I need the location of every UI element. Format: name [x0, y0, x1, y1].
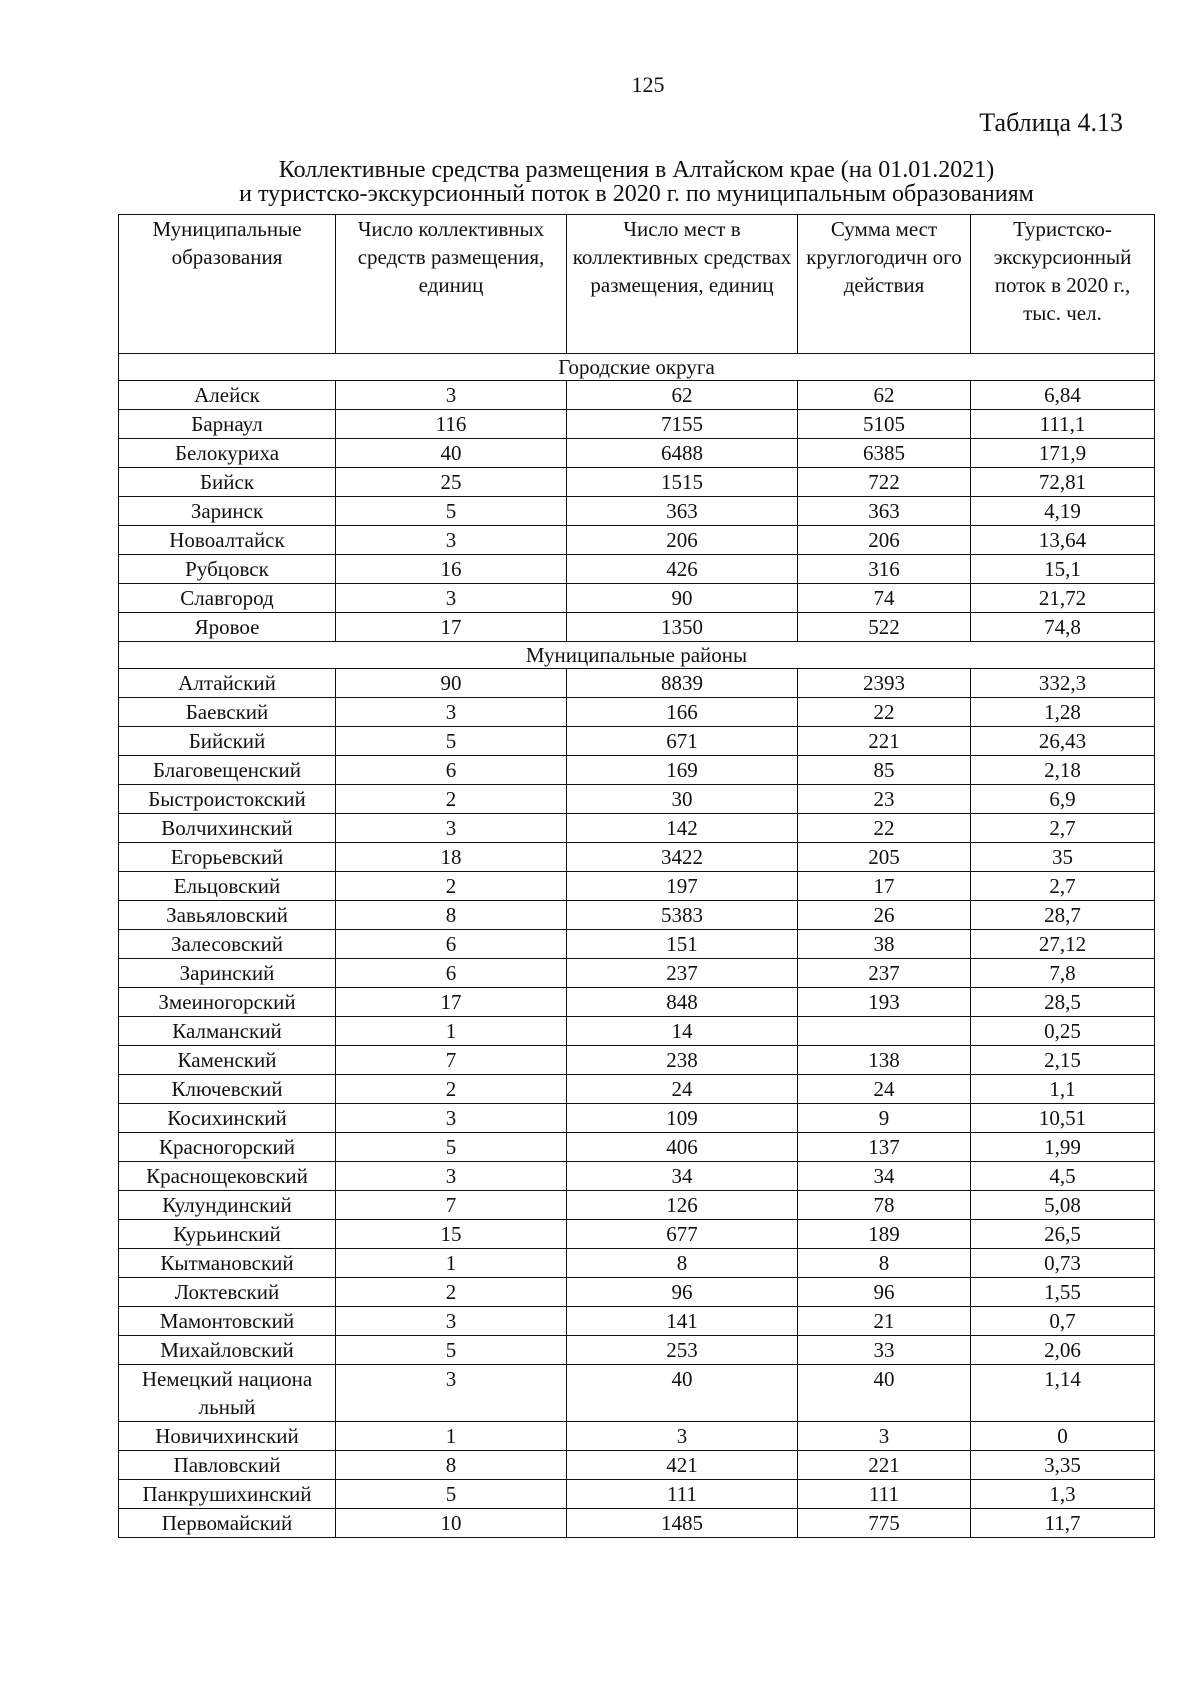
municipality-name: Заринск	[190, 499, 264, 523]
places-count-cell: 1515	[567, 468, 798, 497]
year-round-places-cell: 17	[798, 872, 971, 901]
section-title: Муниципальные районы	[119, 642, 1155, 669]
municipality-name: Барнаул	[191, 412, 263, 436]
table-row	[119, 785, 1155, 814]
tourist-flow-cell: 1,99	[971, 1133, 1155, 1162]
table-row	[119, 1480, 1155, 1509]
places-count-cell: 24	[567, 1075, 798, 1104]
municipality-cell	[119, 901, 336, 930]
year-round-places-cell: 40	[798, 1365, 971, 1422]
places-count-cell: 126	[567, 1191, 798, 1220]
facilities-count-cell: 16	[336, 555, 567, 584]
table-row	[119, 1509, 1155, 1538]
table-title-line-1: Коллективные средства размещения в Алтайском крае (на 01.01.2021)	[278, 157, 995, 183]
municipality-name: Змеиногорский	[158, 990, 296, 1014]
facilities-count-cell: 1	[336, 1249, 567, 1278]
facilities-count-cell: 5	[336, 727, 567, 756]
places-count-cell: 30	[567, 785, 798, 814]
facilities-count-cell: 5	[336, 1133, 567, 1162]
places-count-cell: 406	[567, 1133, 798, 1162]
tourist-flow-cell: 28,5	[971, 988, 1155, 1017]
tourist-flow-cell: 2,15	[971, 1046, 1155, 1075]
facilities-count-cell: 1	[336, 1017, 567, 1046]
municipality-name: Бийский	[188, 729, 266, 753]
places-count-cell: 363	[567, 497, 798, 526]
tourist-flow-cell: 26,43	[971, 727, 1155, 756]
table-body	[119, 354, 1155, 1538]
municipality-name: Ключевский	[171, 1077, 283, 1101]
year-round-places-cell: 6385	[798, 439, 971, 468]
section-title: Городские округа	[119, 354, 1155, 381]
year-round-places-cell: 38	[798, 930, 971, 959]
places-count-cell: 237	[567, 959, 798, 988]
municipality-name: Бийск	[199, 470, 255, 494]
year-round-places-cell: 5105	[798, 410, 971, 439]
year-round-places-cell: 96	[798, 1278, 971, 1307]
places-count-cell: 109	[567, 1104, 798, 1133]
table-row	[119, 468, 1155, 497]
places-count-cell: 3	[567, 1422, 798, 1451]
facilities-count-cell: 3	[336, 381, 567, 410]
municipality-name: Краснощековский	[146, 1164, 308, 1188]
municipality-cell	[119, 1133, 336, 1162]
table-label: Таблица 4.13	[979, 108, 1123, 137]
facilities-count-cell: 3	[336, 526, 567, 555]
table-row	[119, 988, 1155, 1017]
municipality-cell	[119, 584, 336, 613]
places-count-cell: 421	[567, 1451, 798, 1480]
municipality-cell	[119, 1451, 336, 1480]
year-round-places-cell: 363	[798, 497, 971, 526]
municipality-name: Калманский	[172, 1019, 282, 1043]
year-round-places-cell: 137	[798, 1133, 971, 1162]
municipality-name: Благовещенский	[152, 758, 301, 782]
tourist-flow-cell: 35	[971, 843, 1155, 872]
facilities-count-cell: 40	[336, 439, 567, 468]
year-round-places-cell: 22	[798, 698, 971, 727]
facilities-count-cell: 116	[336, 410, 567, 439]
places-count-cell: 90	[567, 584, 798, 613]
table-row	[119, 1017, 1155, 1046]
places-count-cell: 426	[567, 555, 798, 584]
municipality-name: Заринский	[179, 961, 275, 985]
places-count-cell: 62	[567, 381, 798, 410]
places-count-cell: 1485	[567, 1509, 798, 1538]
table-row	[119, 1249, 1155, 1278]
year-round-places-cell: 722	[798, 468, 971, 497]
table-row	[119, 1191, 1155, 1220]
table-header-row	[119, 215, 1155, 354]
municipality-cell	[119, 555, 336, 584]
facilities-count-cell: 1	[336, 1422, 567, 1451]
table-row	[119, 872, 1155, 901]
municipality-name: Михайловский	[160, 1338, 294, 1362]
places-count-cell: 206	[567, 526, 798, 555]
year-round-places-cell: 221	[798, 727, 971, 756]
municipality-name: Павловский	[173, 1453, 281, 1477]
municipality-cell	[119, 814, 336, 843]
municipality-name: Яровое	[194, 615, 260, 639]
facilities-count-cell: 6	[336, 756, 567, 785]
column-header-tourist-flow: Туристско-экскурсионный поток в 2020 г., тыс. чел.	[971, 215, 1155, 354]
table-row	[119, 959, 1155, 988]
table-row	[119, 1307, 1155, 1336]
facilities-count-cell: 3	[336, 698, 567, 727]
tourist-flow-cell: 10,51	[971, 1104, 1155, 1133]
table-row	[119, 410, 1155, 439]
places-count-cell: 96	[567, 1278, 798, 1307]
tourist-flow-cell: 7,8	[971, 959, 1155, 988]
tourist-flow-cell: 6,9	[971, 785, 1155, 814]
year-round-places-cell: 24	[798, 1075, 971, 1104]
municipality-cell	[119, 872, 336, 901]
year-round-places-cell: 23	[798, 785, 971, 814]
municipality-cell	[119, 1220, 336, 1249]
tourist-flow-cell: 0	[971, 1422, 1155, 1451]
facilities-count-cell: 6	[336, 959, 567, 988]
facilities-count-cell: 90	[336, 669, 567, 698]
municipality-name: Рубцовск	[185, 557, 269, 581]
table-row	[119, 1075, 1155, 1104]
table-row	[119, 1365, 1155, 1422]
facilities-count-cell: 3	[336, 1365, 567, 1422]
column-header-facilities-count: Число коллективных средств размещения, единиц	[336, 215, 567, 354]
tourist-flow-cell: 0,73	[971, 1249, 1155, 1278]
facilities-count-cell: 17	[336, 613, 567, 642]
places-count-cell: 169	[567, 756, 798, 785]
municipality-cell	[119, 959, 336, 988]
column-header-places-count: Число мест в коллективных средствах размещения, единиц	[567, 215, 798, 354]
municipality-name: Кулундинский	[162, 1193, 292, 1217]
year-round-places-cell: 8	[798, 1249, 971, 1278]
year-round-places-cell: 316	[798, 555, 971, 584]
table-row	[119, 1422, 1155, 1451]
facilities-count-cell: 3	[336, 1162, 567, 1191]
table-row	[119, 1336, 1155, 1365]
municipality-cell	[119, 1307, 336, 1336]
tourist-flow-cell: 2,18	[971, 756, 1155, 785]
tourist-flow-cell: 1,55	[971, 1278, 1155, 1307]
table-row	[119, 1451, 1155, 1480]
municipality-cell	[119, 930, 336, 959]
year-round-places-cell: 221	[798, 1451, 971, 1480]
year-round-places-cell: 111	[798, 1480, 971, 1509]
places-count-cell: 7155	[567, 410, 798, 439]
municipality-name: Баевский	[185, 700, 269, 724]
municipality-cell	[119, 613, 336, 642]
municipality-name: Славгород	[180, 586, 274, 610]
facilities-count-cell: 15	[336, 1220, 567, 1249]
municipality-cell	[119, 381, 336, 410]
municipality-cell	[119, 1017, 336, 1046]
municipality-cell	[119, 1191, 336, 1220]
table-row	[119, 901, 1155, 930]
municipality-name: Алтайский	[178, 671, 276, 695]
year-round-places-cell: 775	[798, 1509, 971, 1538]
table-row	[119, 727, 1155, 756]
tourist-flow-cell: 171,9	[971, 439, 1155, 468]
municipality-cell	[119, 439, 336, 468]
municipality-cell	[119, 785, 336, 814]
places-count-cell: 151	[567, 930, 798, 959]
municipality-cell	[119, 1075, 336, 1104]
municipality-cell	[119, 1278, 336, 1307]
year-round-places-cell: 138	[798, 1046, 971, 1075]
tourist-flow-cell: 1,14	[971, 1365, 1155, 1422]
municipality-cell	[119, 526, 336, 555]
tourist-flow-cell: 1,1	[971, 1075, 1155, 1104]
places-count-cell: 111	[567, 1480, 798, 1509]
tourist-flow-cell: 27,12	[971, 930, 1155, 959]
table-row	[119, 526, 1155, 555]
municipality-cell	[119, 988, 336, 1017]
accommodation-table	[118, 214, 1155, 1538]
facilities-count-cell: 18	[336, 843, 567, 872]
places-count-cell: 34	[567, 1162, 798, 1191]
places-count-cell: 40	[567, 1365, 798, 1422]
facilities-count-cell: 6	[336, 930, 567, 959]
facilities-count-cell: 7	[336, 1046, 567, 1075]
municipality-name: Кытмановский	[160, 1251, 294, 1275]
places-count-cell: 848	[567, 988, 798, 1017]
tourist-flow-cell: 3,35	[971, 1451, 1155, 1480]
tourist-flow-cell: 6,84	[971, 381, 1155, 410]
facilities-count-cell: 25	[336, 468, 567, 497]
municipality-name: Залесовский	[171, 932, 283, 956]
municipality-cell	[119, 1249, 336, 1278]
table-title	[118, 158, 1155, 206]
places-count-cell: 141	[567, 1307, 798, 1336]
table-row	[119, 814, 1155, 843]
municipality-cell	[119, 698, 336, 727]
facilities-count-cell: 10	[336, 1509, 567, 1538]
places-count-cell: 6488	[567, 439, 798, 468]
places-count-cell: 671	[567, 727, 798, 756]
municipality-name: Мамонтовский	[159, 1309, 295, 1333]
column-header-municipality: Муниципальные образования	[119, 215, 336, 354]
places-count-cell: 197	[567, 872, 798, 901]
municipality-name: Новоалтайск	[169, 528, 285, 552]
year-round-places-cell: 9	[798, 1104, 971, 1133]
municipality-cell	[119, 410, 336, 439]
municipality-name: Новичихинский	[155, 1424, 299, 1448]
table-row	[119, 439, 1155, 468]
tourist-flow-cell: 72,81	[971, 468, 1155, 497]
table-row	[119, 381, 1155, 410]
table-row	[119, 584, 1155, 613]
tourist-flow-cell: 4,19	[971, 497, 1155, 526]
facilities-count-cell: 5	[336, 1480, 567, 1509]
tourist-flow-cell: 2,7	[971, 872, 1155, 901]
places-count-cell: 3422	[567, 843, 798, 872]
year-round-places-cell: 193	[798, 988, 971, 1017]
municipality-name: Завьяловский	[166, 903, 288, 927]
municipality-name: Алейск	[194, 383, 260, 407]
municipality-name: Курьинский	[173, 1222, 281, 1246]
municipality-name: Каменский	[177, 1048, 277, 1072]
municipality-cell	[119, 1336, 336, 1365]
tourist-flow-cell: 1,28	[971, 698, 1155, 727]
municipality-cell	[119, 1422, 336, 1451]
table-row	[119, 698, 1155, 727]
tourist-flow-cell: 2,06	[971, 1336, 1155, 1365]
section-header-row	[119, 354, 1155, 381]
places-count-cell: 8839	[567, 669, 798, 698]
places-count-cell: 166	[567, 698, 798, 727]
municipality-name: Первомайский	[161, 1511, 293, 1535]
section-header-row	[119, 642, 1155, 669]
table-row	[119, 930, 1155, 959]
table-row	[119, 669, 1155, 698]
municipality-cell	[119, 1104, 336, 1133]
table-row	[119, 1220, 1155, 1249]
table-title-line-2: и туристско-экскурсионный поток в 2020 г. по муниципальным образованиям	[239, 181, 1034, 207]
table-row	[119, 1133, 1155, 1162]
tourist-flow-cell: 1,3	[971, 1480, 1155, 1509]
municipality-name: Красногорский	[159, 1135, 295, 1159]
municipality-cell	[119, 756, 336, 785]
year-round-places-cell: 189	[798, 1220, 971, 1249]
year-round-places-cell: 85	[798, 756, 971, 785]
year-round-places-cell: 22	[798, 814, 971, 843]
places-count-cell: 8	[567, 1249, 798, 1278]
page-number: 125	[631, 72, 665, 97]
places-count-cell: 1350	[567, 613, 798, 642]
facilities-count-cell: 3	[336, 1307, 567, 1336]
municipality-cell	[119, 497, 336, 526]
year-round-places-cell: 237	[798, 959, 971, 988]
facilities-count-cell: 17	[336, 988, 567, 1017]
facilities-count-cell: 7	[336, 1191, 567, 1220]
year-round-places-cell: 74	[798, 584, 971, 613]
facilities-count-cell: 5	[336, 497, 567, 526]
facilities-count-cell: 8	[336, 1451, 567, 1480]
year-round-places-cell: 21	[798, 1307, 971, 1336]
year-round-places-cell: 62	[798, 381, 971, 410]
tourist-flow-cell: 21,72	[971, 584, 1155, 613]
table-row	[119, 1104, 1155, 1133]
municipality-name: Белокуриха	[174, 441, 280, 465]
table-row	[119, 497, 1155, 526]
tourist-flow-cell: 11,7	[971, 1509, 1155, 1538]
year-round-places-cell: 2393	[798, 669, 971, 698]
year-round-places-cell	[798, 1017, 971, 1046]
tourist-flow-cell: 111,1	[971, 410, 1155, 439]
municipality-name: Егорьевский	[170, 845, 284, 869]
tourist-flow-cell: 2,7	[971, 814, 1155, 843]
tourist-flow-cell: 13,64	[971, 526, 1155, 555]
facilities-count-cell: 2	[336, 872, 567, 901]
tourist-flow-cell: 15,1	[971, 555, 1155, 584]
facilities-count-cell: 8	[336, 901, 567, 930]
tourist-flow-cell: 0,7	[971, 1307, 1155, 1336]
tourist-flow-cell: 5,08	[971, 1191, 1155, 1220]
places-count-cell: 253	[567, 1336, 798, 1365]
year-round-places-cell: 34	[798, 1162, 971, 1191]
table-row	[119, 756, 1155, 785]
table-row	[119, 1046, 1155, 1075]
year-round-places-cell: 3	[798, 1422, 971, 1451]
year-round-places-cell: 78	[798, 1191, 971, 1220]
table-row	[119, 555, 1155, 584]
municipality-name: Быстроистокский	[148, 787, 306, 811]
year-round-places-cell: 33	[798, 1336, 971, 1365]
table-row	[119, 1162, 1155, 1191]
table-row	[119, 843, 1155, 872]
places-count-cell: 5383	[567, 901, 798, 930]
municipality-name: Ельцовский	[173, 874, 281, 898]
tourist-flow-cell: 0,25	[971, 1017, 1155, 1046]
tourist-flow-cell: 74,8	[971, 613, 1155, 642]
year-round-places-cell: 205	[798, 843, 971, 872]
municipality-cell	[119, 1162, 336, 1191]
column-header-year-round-places: Сумма мест круглогодичн ого действия	[798, 215, 971, 354]
places-count-cell: 14	[567, 1017, 798, 1046]
places-count-cell: 238	[567, 1046, 798, 1075]
year-round-places-cell: 26	[798, 901, 971, 930]
facilities-count-cell: 3	[336, 1104, 567, 1133]
municipality-cell	[119, 1046, 336, 1075]
municipality-name: Немецкий национальный	[141, 1367, 313, 1419]
tourist-flow-cell: 28,7	[971, 901, 1155, 930]
facilities-count-cell: 3	[336, 814, 567, 843]
municipality-name: Волчихинский	[161, 816, 293, 840]
table-row	[119, 613, 1155, 642]
tourist-flow-cell: 4,5	[971, 1162, 1155, 1191]
municipality-name: Панкрушихинский	[142, 1482, 312, 1506]
municipality-cell	[119, 669, 336, 698]
municipality-cell	[119, 727, 336, 756]
municipality-cell	[119, 1509, 336, 1538]
year-round-places-cell: 206	[798, 526, 971, 555]
places-count-cell: 677	[567, 1220, 798, 1249]
municipality-cell	[119, 1365, 336, 1422]
facilities-count-cell: 2	[336, 785, 567, 814]
facilities-count-cell: 5	[336, 1336, 567, 1365]
tourist-flow-cell: 26,5	[971, 1220, 1155, 1249]
municipality-name: Косихинский	[167, 1106, 287, 1130]
municipality-cell	[119, 843, 336, 872]
municipality-cell	[119, 1480, 336, 1509]
table-row	[119, 1278, 1155, 1307]
municipality-cell	[119, 468, 336, 497]
facilities-count-cell: 2	[336, 1278, 567, 1307]
year-round-places-cell: 522	[798, 613, 971, 642]
facilities-count-cell: 2	[336, 1075, 567, 1104]
places-count-cell: 142	[567, 814, 798, 843]
facilities-count-cell: 3	[336, 584, 567, 613]
tourist-flow-cell: 332,3	[971, 669, 1155, 698]
municipality-name: Локтевский	[174, 1280, 280, 1304]
